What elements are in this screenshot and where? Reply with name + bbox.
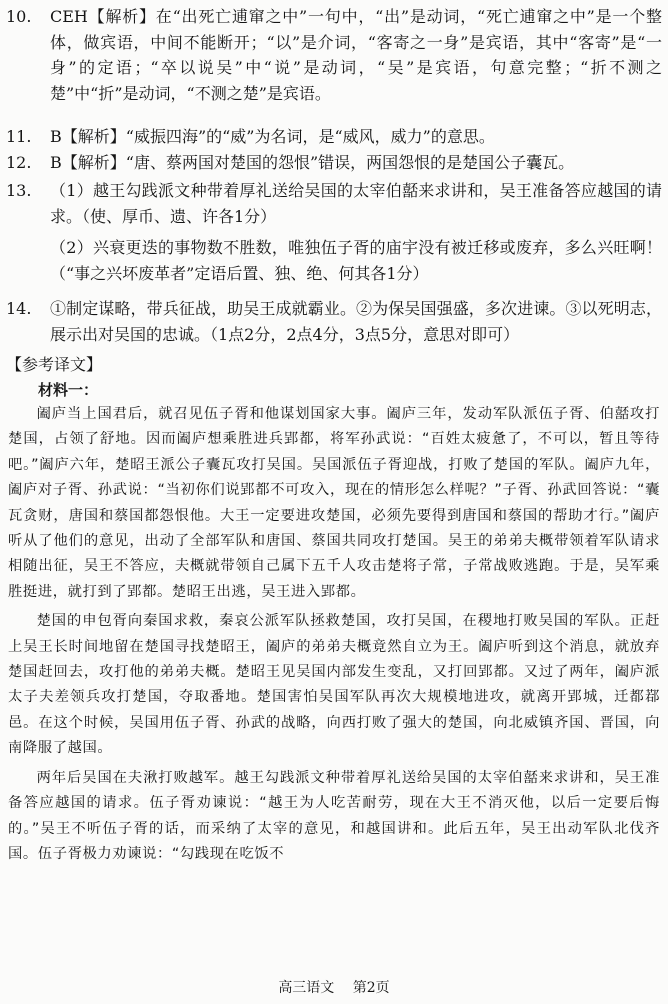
material-title: 材料一： (38, 381, 99, 399)
answer-number: 11. (6, 127, 32, 146)
answer-text: B【解析】“唐、蔡两国对楚国的怨恨”错误，两国怨恨的是楚国公子囊瓦。 (50, 153, 575, 172)
translation-paragraph: 两年后吴国在夫湫打败越军。越王勾践派文种带着厚礼送给吴国的太宰伯嚭来求讲和，吴王准备答应越国的请求。伍子胥劝谏说：“越王为人吃苦耐劳，现在大王不消灭他，以后一定要后悔的。”吴王不听伍子胥的话，而采纳了太宰的意见，和越国讲和。此后五年，吴王出动军队北伐齐国。伍子胥极力劝谏说：“勾践现在吃饭不 (8, 769, 660, 862)
footer-subject: 高三语文 (278, 980, 335, 996)
answer-13 (6, 178, 662, 283)
answer-number: 12. (6, 153, 32, 172)
answer-number: 14. (6, 299, 32, 318)
answer-text: B【解析】“威振四海”的“威”为名词，是“威风，威力”的意思。 (50, 127, 495, 146)
answer-11 (6, 124, 662, 150)
answer-number: 13. (6, 181, 32, 200)
translation-paragraph: 楚国的申包胥向秦国求救，秦哀公派军队拯救楚国，攻打吴国，在稷地打败吴国的军队。正赶上吴王长时间地留在楚国寻找楚昭王，阖庐的弟弟夫概竟然自立为王。阖庐听到这个消息，就放弃楚国赶回去，攻打他的弟弟夫概。楚昭王见吴国内部发生变乱，又打回郢都。又过了两年，阖庐派太子夫差领兵攻打楚国，夺取番地。楚国害怕吴国军队再次大规模地进攻，就离开郢城，迁都鄀邑。在这个时候，吴国用伍子胥、孙武的战略，向西打败了强大的楚国，向北威镇齐国、晋国，向南降服了越国。 (8, 613, 660, 757)
footer-page-number: 第2页 (352, 980, 390, 996)
answer-number: 10. (6, 7, 32, 26)
answer-12 (6, 150, 662, 176)
answer-subitems (50, 178, 662, 286)
answer-14 (6, 296, 662, 344)
answer-text: ①制定谋略，带兵征战，助吴王成就霸业。②为保吴国强盛，多次进谏。③以死明志，展示出对吴国的忠诚。（1点2分，2点4分，3点5分，意思对即可） (50, 299, 662, 344)
answer-text: CEH【解析】在“出死亡逋窜之中”一句中，“出”是动词，“死亡逋窜之中”是一个整体，做宾语，中间不能断开；“以”是介词，“客寄之一身”是宾语，其中“客寄”是“一身”的定语；“卒以说吴”中“说”是动词，“吴”是宾语，句意完整；“折不测之楚”中“折”是动词，“不测之楚”是宾语。 (50, 7, 662, 103)
translation-paragraph: 阖庐当上国君后，就召见伍子胥和他谋划国家大事。阖庐三年，发动军队派伍子胥、伯嚭攻打楚国，占领了舒地。因而阖庐想乘胜进兵郢都，将军孙武说：“百姓太疲惫了，不可以，暂且等待吧。”阖庐六年，楚昭王派公子囊瓦攻打吴国。吴国派伍子胥迎战，打败了楚国的军队。阖庐九年，阖庐对子胥、孙武说：“当初你们说郢都不可攻入，现在的情形怎么样呢？”子胥、孙武回答说：“囊瓦贪财，唐国和蔡国都怨恨他。大王一定要进攻楚国，必须先要得到唐国和蔡国的帮助才行。”阖庐听从了他们的意见，出动了全部军队和唐国、蔡国共同攻打楚国。吴王的弟弟夫概带领着军队请求相随出征，吴王不答应，夫概就带领自己属下五千人攻击楚将子常，子常战败逃跑。于是，吴军乘胜挺进，就打到了郢都。楚昭王出逃，吴王进入郢都。 (8, 406, 660, 600)
answer-subitem: （1）越王勾践派文种带着厚礼送给吴国的太宰伯嚭来求讲和，吴王准备答应越国的请求。（使、厚币、遗、许各1分） (50, 181, 662, 226)
translation-body (8, 402, 660, 871)
translation-heading: 【参考译文】 (6, 355, 103, 374)
page-footer (0, 978, 668, 998)
answer-subitem: （2）兴衰更迭的事物数不胜数，唯独伍子胥的庙宇没有被迁移或废弃，多么兴旺啊！（“事之兴坏废革者”定语后置、独、绝、何其各1分） (50, 238, 662, 283)
answer-10 (6, 4, 662, 103)
